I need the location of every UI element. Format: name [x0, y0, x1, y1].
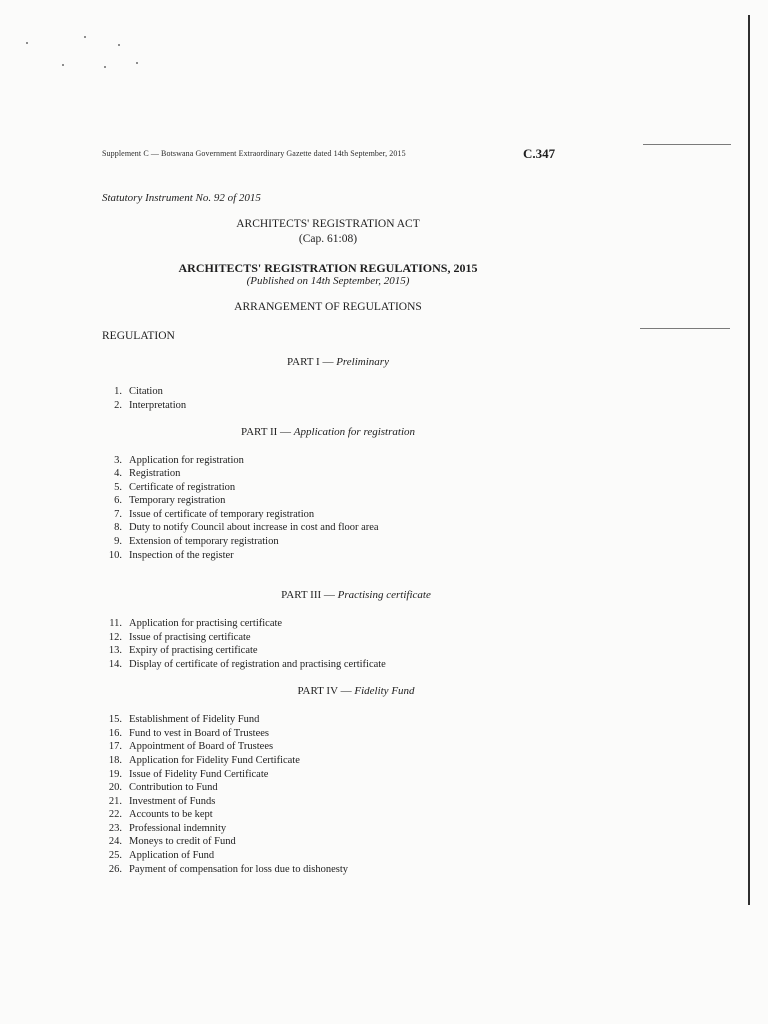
- list-item: 5. Certificate of registration: [114, 482, 236, 493]
- scan-artifact-line: [643, 144, 731, 145]
- list-item: 26. Payment of compensation for loss due to dishonesty: [108, 864, 349, 875]
- list-item: 2. Interpretation: [114, 400, 187, 411]
- list-item: 15. Establishment of Fidelity Fund: [108, 714, 260, 725]
- regulation-column-label: REGULATION: [102, 330, 175, 342]
- scan-speck: [136, 62, 138, 64]
- list-item: 20. Contribution to Fund: [108, 782, 218, 793]
- list-item: 8. Duty to notify Council about increase in cost and floor area: [114, 522, 379, 533]
- list-item: 22. Accounts to be kept: [108, 809, 213, 820]
- part-label: PART II —: [240, 426, 292, 438]
- list-item: 11. Application for practising certificate: [109, 618, 283, 629]
- list-item: 6. Temporary registration: [114, 495, 226, 506]
- statutory-instrument-number: Statutory Instrument No. 92 of 2015: [102, 192, 261, 204]
- act-chapter: (Cap. 61:08): [298, 233, 358, 245]
- regulations-title: ARCHITECTS' REGISTRATION REGULATIONS, 2015: [178, 261, 478, 275]
- scan-speck: [62, 64, 64, 66]
- list-item: 23. Professional indemnity: [108, 823, 227, 834]
- part-name: Preliminary: [336, 356, 389, 368]
- list-item: 19. Issue of Fidelity Fund Certificate: [108, 769, 269, 780]
- part-name: Fidelity Fund: [354, 685, 415, 697]
- list-item: 21. Investment of Funds: [108, 796, 216, 807]
- scan-artifact-line: [640, 328, 730, 329]
- part-label: PART III —: [281, 589, 335, 601]
- part-heading: [28, 685, 684, 697]
- scan-speck: [26, 42, 28, 44]
- list-item: 9. Extension of temporary registration: [114, 536, 279, 547]
- published-date: (Published on 14th September, 2015): [246, 275, 410, 287]
- list-item: 10. Inspection of the register: [108, 550, 234, 561]
- list-item: 14. Display of certificate of registration and practising certificate: [108, 659, 386, 670]
- part-heading: [0, 426, 656, 438]
- list-item: 17. Appointment of Board of Trustees: [108, 741, 274, 752]
- list-item: 18. Application for Fidelity Fund Certificate: [108, 755, 300, 766]
- list-item: 7. Issue of certificate of temporary registration: [114, 509, 315, 520]
- part-label: PART IV —: [297, 685, 352, 697]
- list-item: 1. Citation: [114, 386, 163, 397]
- list-item: 16. Fund to vest in Board of Trustees: [108, 728, 270, 739]
- part-name: Practising certificate: [337, 589, 431, 601]
- gazette-header: Supplement C — Botswana Government Extraordinary Gazette dated 14th September, 2015: [102, 149, 406, 158]
- part-heading: [28, 589, 684, 601]
- list-item: 13. Expiry of practising certificate: [108, 645, 258, 656]
- part-heading: [10, 356, 666, 368]
- list-item: 24. Moneys to credit of Fund: [108, 836, 236, 847]
- part-name: Application for registration: [293, 426, 416, 438]
- page-number: C.347: [523, 146, 556, 161]
- scan-edge-line: [748, 15, 750, 905]
- scan-speck: [84, 36, 86, 38]
- list-item: 25. Application of Fund: [108, 850, 215, 861]
- act-title: ARCHITECTS' REGISTRATION ACT: [236, 218, 420, 230]
- list-item: 3. Application for registration: [114, 455, 244, 466]
- arrangement-heading: ARRANGEMENT OF REGULATIONS: [234, 301, 422, 313]
- list-item: 4. Registration: [114, 468, 181, 479]
- scan-speck: [118, 44, 120, 46]
- part-label: PART I —: [287, 356, 334, 368]
- list-item: 12. Issue of practising certificate: [108, 632, 251, 643]
- scan-speck: [104, 66, 106, 68]
